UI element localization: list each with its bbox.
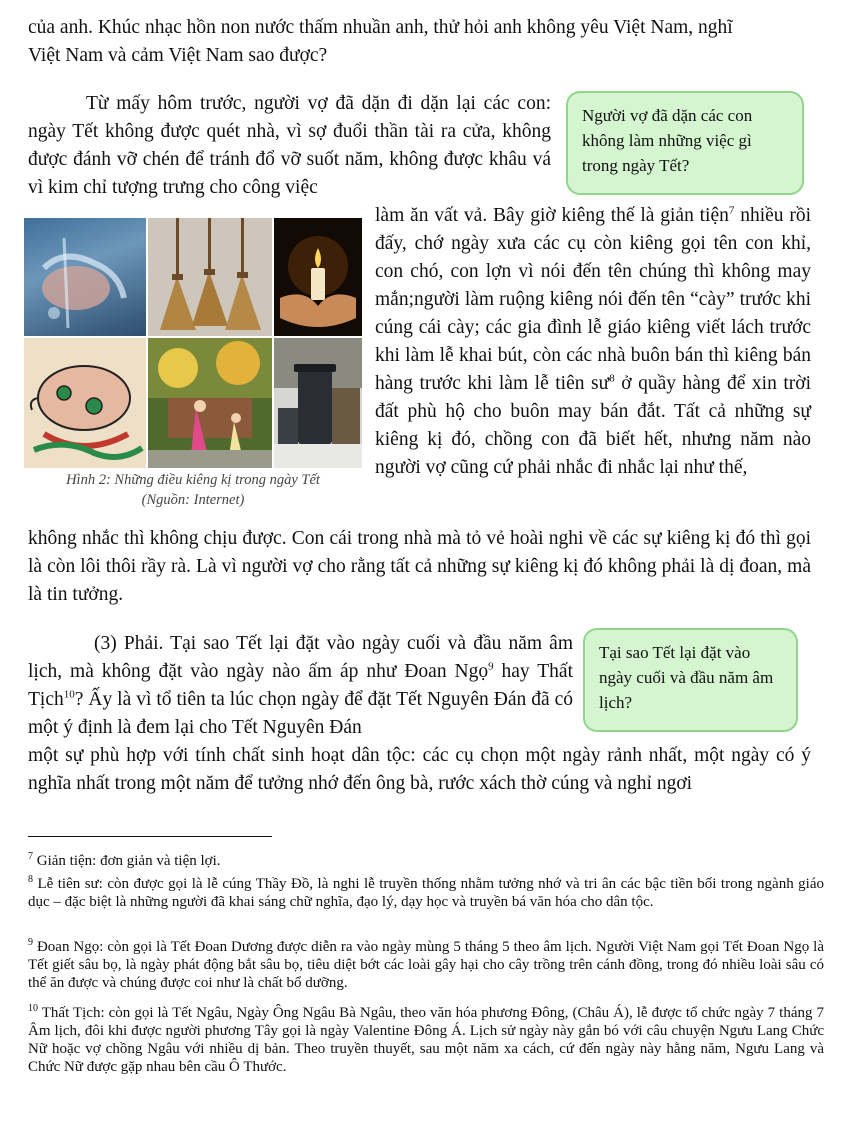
- paragraph-taboos-text-b2: nhiều rồi đấy, chớ ngày xưa các cụ còn kiêng gọi tên con khỉ, con chó, con lợn vì nói đến tên chúng thì không may mắn;người làm ruộng kiêng nói đến tên “cày” trước khi cúng cái cày; các gia đình lễ giáo kiêng viết lách trước khi làm lễ khai bút, còn các nhà buôn bán thì kiêng bán hàng trước khi làm lễ tiên sư: [375, 205, 811, 394]
- image-festival-tile: [148, 338, 272, 468]
- paragraph-taboos-part-a: [28, 90, 551, 202]
- intro-line-1: của anh. Khúc nhạc hồn non nước thấm nhuần anh, thử hỏi anh không yêu Việt Nam, nghĩ: [28, 17, 733, 38]
- question-box-tet-date-text: Tại sao Tết lại đặt vào ngày cuối và đầu năm âm lịch?: [599, 643, 774, 712]
- figure-caption-title: Hình 2: Những điều kiêng kị trong ngày Tết: [66, 472, 320, 488]
- question-box-tet-date: [583, 628, 798, 732]
- paragraph-taboos-part-c: không nhắc thì không chịu được. Con cái trong nhà mà tỏ vẻ hoài nghi về các sự kiêng kị đó thì gọi là còn lôi thôi rầy rà. Là vì người vợ cho rằng tất cả những sự kiêng kị đó không phải là dị đoan, mà là tin tưởng.: [28, 528, 811, 605]
- figure-caption: [24, 470, 362, 510]
- paragraph-taboos-text-b3: ở quầy hàng để xin trời đất phù hộ cho buôn may bán đắt. Tất cả những sự kiêng kị đó, chồng con đã biết hết, nhưng năm nào người vợ cũng cứ phải nhắc đi nhắc lại như thế,: [375, 373, 811, 478]
- image-candle-tile: [274, 218, 362, 336]
- festival-icon: [148, 338, 272, 468]
- footnote-8: [28, 875, 824, 911]
- paragraph-tet-text-a2: hay Thất Tịch: [28, 661, 573, 710]
- footnote-number: 7: [28, 851, 33, 862]
- intro-line-2: Việt Nam và cảm Việt Nam sao được?: [28, 45, 328, 66]
- water-hand-icon: [24, 218, 146, 336]
- figure-taboos: [24, 218, 362, 468]
- footnote-ref-8[interactable]: 8: [609, 372, 615, 385]
- footnote-number: 10: [28, 1003, 38, 1014]
- paragraph-taboos-part-b: [375, 202, 811, 482]
- footnote-text: Lễ tiên sư: còn được gọi là lễ cúng Thầy Đồ, là nghi lễ truyền thống nhằm tưởng nhớ và tri ân các bậc tiền bối trong ngành giáo dục – đặc biệt là những người đã khai sáng chữ nghĩa, đạo lý, dạy học và truyền bá văn hóa cho dân tộc.: [28, 876, 824, 910]
- paragraph-taboos-text-b1: làm ăn vất vả. Bây giờ kiêng thế là giản tiện: [375, 205, 729, 226]
- footnote-text: Giản tiện: đơn giản và tiện lợi.: [33, 853, 221, 869]
- question-box-taboos-text: Người vợ đã dặn các con không làm những việc gì trong ngày Tết?: [582, 106, 753, 175]
- footnote-9: [28, 938, 824, 992]
- paragraph-tet-text-a1: (3) Phải. Tại sao Tết lại đặt vào ngày cuối và đầu năm âm lịch, mà không đặt vào ngày nào ấm áp như Đoan Ngọ: [28, 633, 573, 682]
- figure-caption-source: (Nguồn: Internet): [141, 492, 245, 508]
- footnote-ref-7[interactable]: 7: [728, 204, 735, 217]
- image-pig-painting-tile: [24, 338, 146, 468]
- image-trash-tile: [274, 338, 362, 468]
- footnote-ref-9[interactable]: 9: [488, 660, 494, 673]
- image-water-tile: [24, 218, 146, 336]
- paragraph-tet-reason-part-a: [28, 630, 573, 742]
- footnote-number: 8: [28, 874, 33, 885]
- pig-painting-icon: [24, 338, 146, 468]
- paragraph-taboos-text-a: Từ mấy hôm trước, người vợ đã dặn đi dặn lại các con: ngày Tết không được quét nhà, vì sợ đuổi thần tài ra cửa, không được đánh vỡ chén để tránh đổ vỡ suốt năm, không được khâu vá vì kim chỉ tượng trưng cho công việc: [28, 93, 551, 198]
- footnote-7: [28, 852, 824, 870]
- footnote-10: [28, 1004, 824, 1076]
- image-brooms-tile: [148, 218, 272, 336]
- footnote-number: 9: [28, 937, 33, 948]
- footnote-text: Thất Tịch: còn gọi là Tết Ngâu, Ngày Ông Ngâu Bà Ngâu, theo văn hóa phương Đông, (Châu Á), lễ được tổ chức ngày 7 tháng 7 Âm lịch, đôi khi được người phương Tây gọi là ngày Valentine Đông Á. Lịch sử ngày này gắn bó với câu chuyện Ngưu Lang Chức Nữ hoặc vợ chồng Ngâu với nhiều dị bản. Theo truyền thuyết, sau một năm xa cách, cứ đến ngày này hằng năm, Ngưu Lang và Chức Nữ được gặp nhau bên cầu Ô Thước.: [28, 1005, 824, 1075]
- question-box-taboos: [566, 91, 804, 195]
- paragraph-tet-text-a3: ? Ấy là vì tổ tiên ta lúc chọn ngày để đặt Tết Nguyên Đán đã có một ý định là đem lại cho Tết Nguyên Đán: [28, 689, 573, 738]
- trash-can-icon: [274, 338, 362, 468]
- paragraph-tet-reason-part-b: một sự phù hợp với tính chất sinh hoạt dân tộc: các cụ chọn một ngày rảnh nhất, một ngày có ý nghĩa nhất trong một năm để tưởng nhớ đến ông bà, rước xách thờ cúng và nghỉ ngơi: [28, 745, 811, 794]
- footnote-separator: [28, 836, 272, 837]
- footnote-ref-10[interactable]: 10: [63, 688, 75, 701]
- broom-icon: [148, 218, 272, 336]
- candle-icon: [274, 218, 362, 336]
- footnote-text: Đoan Ngọ: còn gọi là Tết Đoan Dương được diễn ra vào ngày mùng 5 tháng 5 theo âm lịch. Người Việt Nam gọi Tết Đoan Ngọ là Tết giết sâu bọ, là ngày phát động bắt sâu bọ, tiêu diệt bớt các loài gây hại cho cây trồng trên cánh đồng, trong đó nhiều loài sâu có thể ăn được và chúng được coi như là chất bổ dưỡng.: [28, 939, 824, 991]
